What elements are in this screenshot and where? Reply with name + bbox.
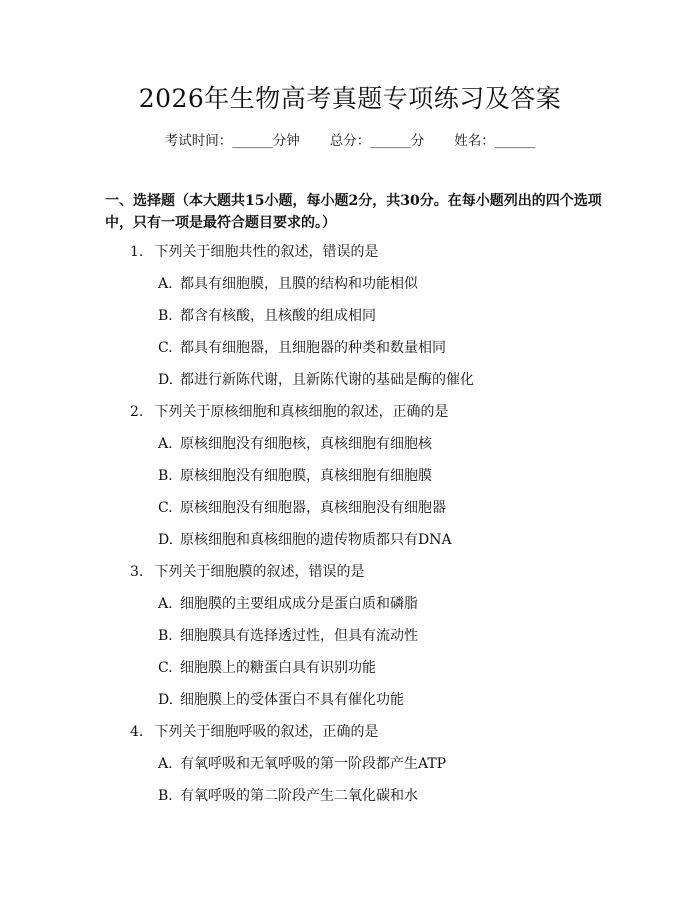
question-stem — [130, 242, 610, 274]
exam-info-line — [0, 131, 700, 151]
option-letter: A. — [158, 436, 173, 452]
option-text: 都具有细胞膜，且膜的结构和功能相似 — [180, 276, 418, 292]
option-letter: B. — [158, 788, 173, 804]
option-text: 都进行新陈代谢，且新陈代谢的基础是酶的催化 — [180, 372, 474, 388]
section-heading: 一、选择题（本大题共15小题，每小题2分，共30分。在每小题列出的四个选项中，只有一项是最符合题目要求的。） — [105, 193, 602, 231]
question-text: 下列关于细胞共性的叙述，错误的是 — [154, 244, 379, 260]
option-text: 都具有细胞器，且细胞器的种类和数量相同 — [180, 340, 446, 356]
option-text: 细胞膜具有选择透过性，但具有流动性 — [180, 628, 418, 644]
option-letter: D. — [158, 692, 174, 708]
student-name-field: 姓名：______ — [454, 133, 536, 149]
option-letter: B. — [158, 468, 173, 484]
answer-option — [130, 594, 610, 626]
question-stem — [130, 722, 610, 754]
question-text: 下列关于原核细胞和真核细胞的叙述，正确的是 — [154, 404, 449, 420]
exam-time-field: 考试时间：______分钟 — [164, 133, 300, 149]
option-text: 有氧呼吸的第二阶段产生二氧化碳和水 — [180, 788, 418, 804]
answer-option — [130, 338, 610, 370]
answer-option — [130, 370, 610, 402]
option-text: 细胞膜上的糖蛋白具有识别功能 — [180, 660, 376, 676]
option-letter: C. — [158, 500, 173, 516]
answer-option — [130, 530, 610, 562]
option-letter: B. — [158, 308, 173, 324]
option-text: 都含有核酸，且核酸的组成相同 — [180, 308, 376, 324]
option-letter: A. — [158, 756, 173, 772]
option-letter: C. — [158, 660, 173, 676]
option-letter: C. — [158, 340, 173, 356]
question-text: 下列关于细胞膜的叙述，错误的是 — [154, 564, 365, 580]
answer-option — [130, 498, 610, 530]
answer-option — [130, 274, 610, 306]
option-text: 原核细胞没有细胞核，真核细胞有细胞核 — [180, 436, 432, 452]
question-list — [130, 242, 610, 818]
answer-option — [130, 466, 610, 498]
option-text: 细胞膜的主要组成成分是蛋白质和磷脂 — [180, 596, 418, 612]
answer-option — [130, 786, 610, 818]
option-letter: D. — [158, 372, 174, 388]
option-text: 原核细胞和真核细胞的遗传物质都只有DNA — [180, 532, 452, 548]
option-letter: A. — [158, 276, 173, 292]
question-text: 下列关于细胞呼吸的叙述，正确的是 — [154, 724, 379, 740]
option-letter: B. — [158, 628, 173, 644]
answer-option — [130, 434, 610, 466]
option-text: 原核细胞没有细胞膜，真核细胞有细胞膜 — [180, 468, 432, 484]
answer-option — [130, 306, 610, 338]
option-text: 原核细胞没有细胞器，真核细胞没有细胞器 — [180, 500, 446, 516]
option-letter: D. — [158, 532, 174, 548]
answer-option — [130, 626, 610, 658]
answer-option — [130, 690, 610, 722]
document-title: 2026年生物高考真题专项练习及答案 — [138, 84, 562, 113]
question-number: 1. — [130, 244, 144, 260]
answer-option — [130, 658, 610, 690]
question-number: 2. — [130, 404, 144, 420]
total-score-field: 总分：______分 — [329, 133, 425, 149]
question-stem — [130, 402, 610, 434]
option-text: 有氧呼吸和无氧呼吸的第一阶段都产生ATP — [180, 756, 447, 772]
option-text: 细胞膜上的受体蛋白不具有催化功能 — [180, 692, 404, 708]
option-letter: A. — [158, 596, 173, 612]
answer-option — [130, 754, 610, 786]
question-stem — [130, 562, 610, 594]
question-number: 4. — [130, 724, 144, 740]
question-number: 3. — [130, 564, 144, 580]
